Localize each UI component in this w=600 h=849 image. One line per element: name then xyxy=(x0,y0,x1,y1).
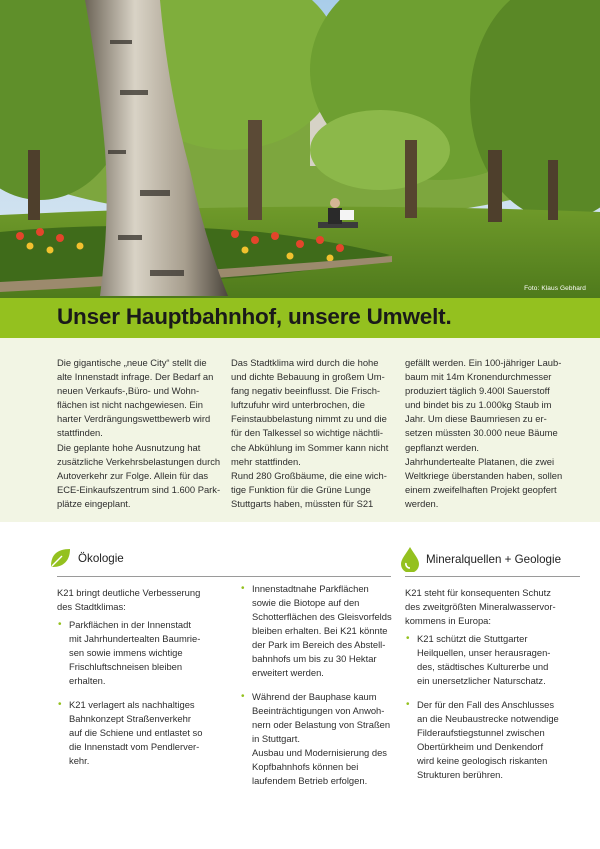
oekologie-continuation: Ausbau und Modernisierung des Kopfbahnhofs können bei laufendem Betrieb erfolgen. xyxy=(252,747,387,786)
oekologie-column-mid xyxy=(240,582,405,788)
list-item-text: K21 schützt die Stuttgarter Heilquellen, unser herausragen- des, städtisches Kulturerbe und ein unersetzlicher Naturschatz. xyxy=(417,633,551,686)
list-item xyxy=(240,582,405,680)
intro-column-1 xyxy=(57,356,227,511)
list-item-text: Innenstadtnahe Parkflächen sowie die Biotope auf den Schotterflächen des Gleisvorfelds bleiben erhalten. Bei K21 könnte der Park im Bereich des Abstell- bahnhofs um bis zu 30 Hektar erweitert werden. xyxy=(252,583,392,678)
bullet-icon: • xyxy=(58,619,62,630)
list-item xyxy=(405,632,580,688)
oekologie-title: Ökologie xyxy=(78,551,124,565)
section-divider xyxy=(57,576,391,577)
intro-paragraph: Jahrhundertealte Platanen, die zwei Weltkriege überstanden haben, sollen einem zweifelhaften Projekt geopfert werden. xyxy=(405,455,563,509)
list-item xyxy=(57,698,227,768)
bullet-icon: • xyxy=(406,633,410,644)
water-drop-icon xyxy=(400,546,420,572)
park-photo xyxy=(0,0,600,298)
page-headline: Unser Hauptbahnhof, unsere Umwelt. xyxy=(57,304,452,329)
mineral-bullet-list xyxy=(405,632,580,782)
oekologie-lead: K21 bringt deutliche Verbesserung des Stadtklimas: xyxy=(57,587,201,612)
park-photo-illustration xyxy=(0,0,600,298)
section-divider xyxy=(405,576,580,577)
mineral-column xyxy=(405,586,580,792)
list-item-text: Parkflächen in der Innenstadt mit Jahrhundertealten Baumrie- sen sowie immens wichtige Frischluftschneisen bleiben erhalten. xyxy=(69,619,201,686)
list-item xyxy=(240,690,405,746)
photo-credit: Foto: Klaus Gebhard xyxy=(524,285,586,292)
leaf-icon xyxy=(48,546,72,570)
oekologie-bullet-list xyxy=(240,582,405,746)
oekologie-header xyxy=(48,546,124,570)
list-item xyxy=(57,618,227,688)
intro-paragraph: Die gigantische „neue City“ stellt die alte Innenstadt infrage. Der Bedarf an neuen Verkaufs-,Büro- und Wohn- flächen ist nicht nachgewiesen. Ein harter Verdrängungswettbewerb wird stattfinden. xyxy=(57,357,214,439)
oekologie-bullet-list xyxy=(57,618,227,768)
list-item-text: Der für den Fall des Anschlusses an die Neubaustrecke notwendige Filderaufstiegstunnel zwischen Obertürkheim und Denkendorf wird keine geologisch riskanten Strukturen berühren. xyxy=(417,699,559,780)
bullet-icon: • xyxy=(241,691,245,702)
bullet-icon: • xyxy=(241,583,245,594)
intro-paragraph: Rund 280 Großbäume, die eine wich- tige Funktion für die Grüne Lunge Stuttgarts haben, müssten für S21 xyxy=(231,469,387,509)
intro-paragraph: gefällt werden. Ein 100-jähriger Laub- baum mit 14m Kronendurchmesser produziert täglich 9.400l Sauerstoff und bindet bis zu 1.000kg Staub im Jahr. Um diese Baumriesen zu er- setzen müssten 30.000 neue Bäume gepflanzt werden. xyxy=(405,357,562,453)
bullet-icon: • xyxy=(58,699,62,710)
mineral-header xyxy=(400,546,561,572)
bullet-icon: • xyxy=(406,699,410,710)
list-item-text: Während der Bauphase kaum Beeinträchtigungen von Anwoh- nern oder Belastung von Straßen in Stuttgart. xyxy=(252,691,391,744)
oekologie-column-left xyxy=(57,586,227,778)
intro-column-2 xyxy=(231,356,401,511)
intro-paragraph: Die geplante hohe Ausnutzung hat zusätzliche Verkehrsbelastungen durch Autoverkehr zur Folge. Allein für das ECE-Einkaufszentrum sind 1.600 Park- plätze eingeplant. xyxy=(57,441,221,509)
intro-paragraph: Das Stadtklima wird durch die hohe und dichte Bebauung in großem Um- fang negativ beeinflusst. Die Frisch- luftzufuhr wird unterbrochen, die Feinstaubbelastung nimmt zu und die für den Talkessel so wichtige nächtli- che Abkühlung im Sommer kann nicht mehr stattfinden. xyxy=(231,357,389,467)
list-item xyxy=(405,698,580,782)
intro-column-3 xyxy=(405,356,575,511)
list-item-text: K21 verlagert als nachhaltiges Bahnkonzept Straßenverkehr auf die Schiene und entlastet so die Innenstadt vom Pendlerver- kehr. xyxy=(69,699,203,766)
mineral-title: Mineralquellen + Geologie xyxy=(426,552,562,566)
mineral-lead: K21 steht für konsequenten Schutz des zweitgrößten Mineralwasservor- kommens in Europa: xyxy=(405,587,556,626)
